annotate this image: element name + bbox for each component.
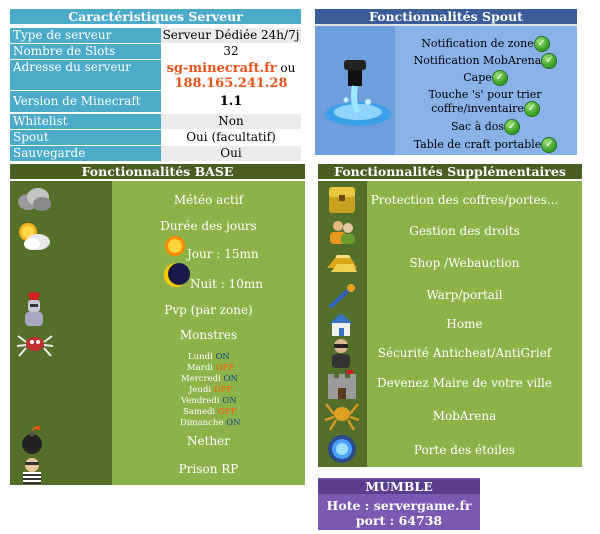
check-icon: ✓ (535, 37, 549, 51)
portal-icon (324, 433, 360, 465)
mob-icon (324, 400, 360, 432)
spout-title: Fonctionnalités Spout (315, 9, 577, 24)
spout-item (395, 37, 575, 51)
sup-item-maire: Devenez Maire de votre ville (377, 376, 552, 390)
spout-item (395, 54, 575, 68)
day-row (188, 352, 268, 363)
base-title: Fonctionnalités BASE (10, 164, 305, 179)
sup-item-porte: Porte des étoiles (413, 443, 516, 457)
check-icon: ✓ (505, 120, 519, 134)
spout-item (395, 102, 575, 116)
day-row (180, 418, 260, 429)
row-label: Adresse du serveur (10, 60, 161, 90)
spout-item-label: Sac à dos (450, 120, 505, 133)
spout-item (395, 138, 575, 152)
row-value: Oui (facultatif) (161, 130, 301, 145)
row-label: Sauvegarde (10, 146, 161, 161)
spout-item-label: Table de craft portable (413, 138, 542, 151)
row-label: Nombre de Slots (10, 44, 161, 59)
row-value: Oui (161, 146, 301, 161)
mumble-host: Hote : servergame.fr (326, 498, 472, 513)
spout-item-label: Notification de zone (421, 37, 534, 50)
row-value: Serveur Dédiée 24h/7j (162, 28, 300, 42)
row-label: Spout (10, 130, 161, 145)
spout-item (395, 71, 575, 85)
mumble-title: MUMBLE (318, 479, 480, 494)
day-label: Jeudi (189, 385, 212, 395)
day-row (181, 396, 261, 407)
day-label: Samedi (183, 407, 216, 417)
gold-icon (325, 250, 359, 276)
spout-item-label: Notification MobArena (413, 54, 542, 67)
thief-icon (328, 338, 354, 368)
chest-icon (326, 183, 358, 215)
day-label: Dimanche (180, 418, 224, 428)
check-icon: ✓ (542, 138, 556, 152)
sup-item-mobarena: MobArena (432, 409, 497, 423)
house-icon (326, 311, 356, 337)
row-label: Type de serveur (10, 28, 161, 43)
bomb-icon (18, 426, 46, 456)
row-version (10, 91, 301, 112)
sun-icon (162, 233, 188, 259)
sup-item-anticheat: Sécurité Anticheat/AntiGrief (377, 346, 552, 360)
day-label: Vendredi (181, 396, 220, 406)
day-label: Mardi (187, 363, 213, 373)
base-prison: Prison RP (178, 462, 239, 476)
day-state: OFF (215, 363, 235, 373)
or-text: ou (276, 61, 296, 75)
supplementaires-title: Fonctionnalités Supplémentaires (318, 164, 582, 179)
sup-item-warp: Warp/portail (426, 288, 503, 302)
base-nether: Nether (187, 434, 230, 448)
spout-logo-icon (318, 54, 400, 134)
spout-item-label: Cape (463, 71, 492, 84)
row-value: 32 (161, 44, 301, 59)
base-monstres: Monstres (179, 328, 238, 342)
base-meteo: Météo actif (173, 193, 244, 207)
day-state: OFF (217, 407, 237, 417)
spider-icon (16, 330, 54, 358)
row-label: Version de Minecraft (10, 91, 161, 112)
day-state: ON (222, 396, 237, 406)
caracteristiques-panel (10, 9, 301, 160)
users-icon (326, 218, 358, 246)
row-spout (10, 130, 301, 145)
moon-icon (162, 261, 190, 289)
prisoner-icon (18, 456, 46, 484)
spout-item (395, 88, 575, 101)
day-state: ON (223, 374, 238, 384)
row-whitelist (10, 114, 301, 129)
row-adresse (10, 60, 301, 90)
day-row (187, 363, 267, 374)
sup-item-shop: Shop /Webauction (409, 256, 520, 270)
day-row (189, 385, 269, 396)
day-state: OFF (213, 385, 233, 395)
base-nuit: Nuit : 10mn (190, 277, 263, 291)
day-row (181, 374, 261, 385)
sup-item-home: Home (446, 317, 483, 331)
server-ip: 188.165.241.28 (174, 76, 288, 91)
castle-icon (325, 370, 359, 400)
base-pvp: Pvp (par zone) (164, 303, 253, 317)
sun-cloud-icon (16, 220, 52, 252)
day-row (183, 407, 263, 418)
server-host-link[interactable]: sg-minecraft.fr (166, 61, 277, 76)
sup-item-droits: Gestion des droits (409, 224, 520, 238)
mumble-port: port : 64738 (355, 513, 443, 528)
row-sauvegarde (10, 146, 301, 161)
day-label: Lundi (188, 352, 213, 362)
mumble-panel (318, 478, 480, 530)
row-value: 1.1 (161, 91, 301, 112)
spout-item-label: coffre/inventaire (431, 102, 524, 115)
cloud-icon (16, 186, 52, 212)
knight-icon (20, 292, 48, 328)
wand-icon (326, 283, 358, 311)
base-duree: Durée des jours (160, 219, 257, 233)
spout-item (395, 120, 575, 134)
spout-item-label: Touche 's' pour trier (428, 88, 542, 101)
check-icon: ✓ (493, 71, 507, 85)
check-icon: ✓ (542, 54, 556, 68)
row-value (161, 60, 301, 91)
day-label: Mercredi (181, 374, 221, 384)
row-type-serveur (10, 28, 301, 43)
row-slots (10, 44, 301, 59)
sup-item-protection: Protection des coffres/portes... (370, 193, 559, 207)
row-value: Non (161, 114, 301, 129)
base-jour: Jour : 15mn (187, 247, 259, 261)
row-label: Whitelist (10, 114, 161, 129)
check-icon: ✓ (525, 102, 539, 116)
day-state: ON (215, 352, 230, 362)
caracteristiques-title: Caractéristiques Serveur (10, 9, 301, 24)
day-state: ON (226, 418, 241, 428)
